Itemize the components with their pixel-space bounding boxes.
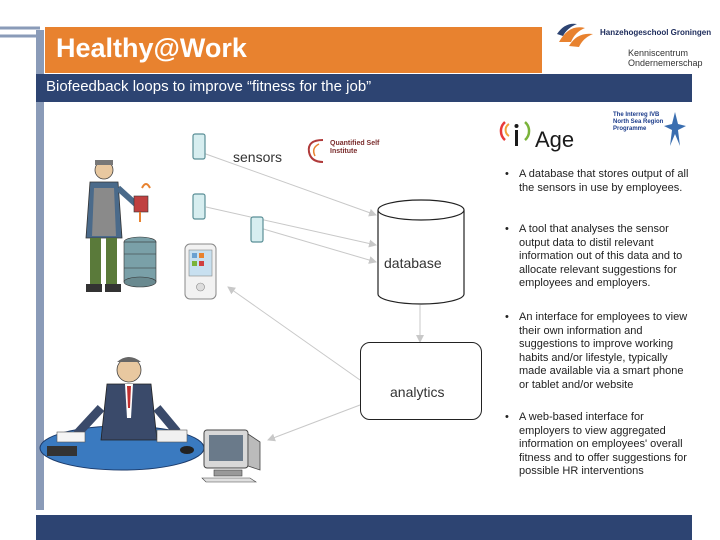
bullet-item xyxy=(505,223,691,291)
analytics-box xyxy=(360,342,482,420)
manager-at-desk-illustration-icon xyxy=(37,348,207,483)
sensor-device-icon xyxy=(192,133,208,161)
worker-illustration-icon xyxy=(68,158,168,310)
slide-subtitle: Biofeedback loops to improve “fitness for the job” xyxy=(46,78,372,95)
school-name: Hanzehogeschool Groningen xyxy=(600,28,712,37)
bullet-text: A tool that analyses the sensor output data to distil relevant information out of this data and to allocate relevant suggestions for employees and employers. xyxy=(519,223,683,289)
bullet-dot: • xyxy=(505,311,509,323)
bullet-dot: • xyxy=(505,168,509,180)
sensors-label: sensors xyxy=(233,149,283,165)
iage-logo-text: Age xyxy=(535,127,575,152)
bullet-text: A web-based interface for employers to view aggregated information on employees' overall fitness and to offer suggestions for possible HR interventions xyxy=(519,411,687,477)
bullet-dot: • xyxy=(505,223,509,235)
bullet-dot: • xyxy=(505,411,509,423)
bullet-item xyxy=(505,311,691,392)
bullet-text: An interface for employees to view their own information and suggestions to improve working habits and/or lifestyle, typically made available via a smart phone or tablet and/or website xyxy=(519,311,688,391)
bullet-item xyxy=(505,168,691,195)
computer-monitor-icon xyxy=(200,428,266,484)
smartphone-icon xyxy=(184,243,218,301)
sensor-device-icon xyxy=(192,193,208,221)
sensor-device-icon xyxy=(250,216,266,244)
interreg-logo-text: The Interreg IVB North Sea Region Programme xyxy=(613,112,664,132)
quantified-self-logo-text: Quantified Self Institute xyxy=(330,140,380,155)
database-cylinder xyxy=(376,198,466,308)
bullet-item xyxy=(505,411,691,479)
bullet-text: A database that stores output of all the sensors in use by employees. xyxy=(519,168,689,194)
analytics-label: analytics xyxy=(390,384,445,400)
database-label: database xyxy=(384,255,442,271)
slide-title: Healthy@Work xyxy=(56,33,247,63)
school-department: Kenniscentrum Ondernemerschap xyxy=(628,48,703,68)
